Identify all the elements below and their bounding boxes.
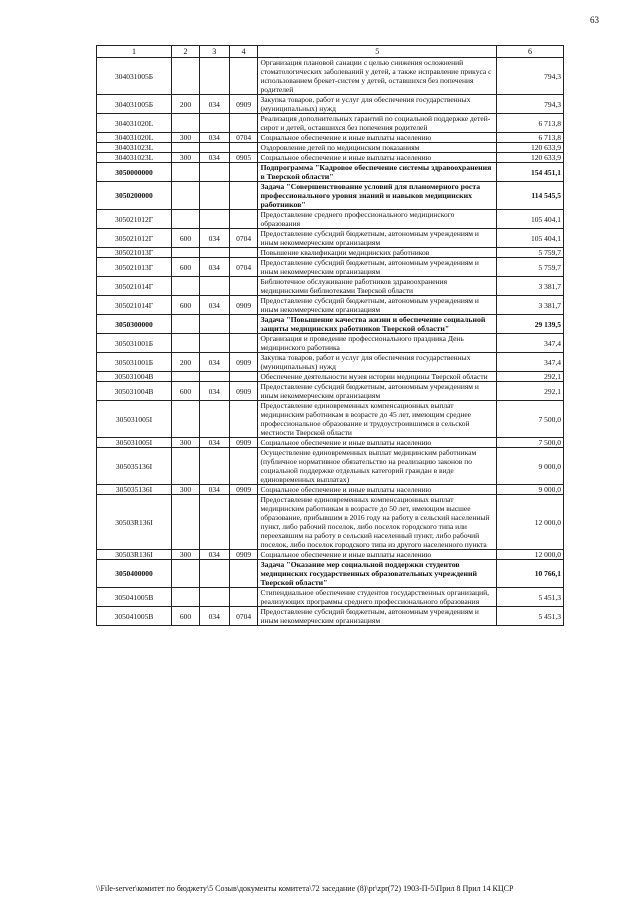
row-col-3: 034 (199, 133, 229, 143)
row-col-4: 0909 (229, 95, 258, 114)
row-col-3 (199, 210, 229, 229)
row-col-3 (199, 182, 229, 210)
row-description: Социальное обеспечение и иные выплаты населению (258, 133, 497, 143)
row-amount: 7 500,0 (497, 401, 564, 438)
table-row (97, 382, 564, 401)
table-row (97, 353, 564, 372)
row-col-2 (172, 143, 200, 153)
row-amount: 5 759,7 (497, 258, 564, 277)
row-col-2: 600 (172, 296, 200, 315)
row-description: Стипендиальное обеспечение студентов государственных организаций, реализующих программы среднего профессионального образования (258, 588, 497, 607)
file-path-footer: \\File-server\комитет по бюджету\5 Созыв\документы комитета\72 заседание (8)\pr\zpr(72) 1903-П-5\Прил 8 Прил 14 КЦСР (96, 884, 514, 893)
row-col-2 (172, 248, 200, 258)
row-code: 305031001Б (97, 353, 172, 372)
row-col-4 (229, 495, 258, 550)
row-col-4 (229, 163, 258, 182)
row-code: 304031005Б (97, 95, 172, 114)
row-col-3 (199, 163, 229, 182)
row-amount: 794,3 (497, 95, 564, 114)
row-amount: 7 500,0 (497, 438, 564, 448)
row-col-2 (172, 560, 200, 588)
row-code: 305021012Г (97, 229, 172, 248)
row-col-3: 034 (199, 258, 229, 277)
row-code: 305041005В (97, 588, 172, 607)
row-description: Осуществление единовременных выплат медицинским работникам (публичное нормативное обязательство на реализацию законов по социальной поддержке отдельных категорий граждан в виде единовременных выплатах) (258, 448, 497, 485)
row-col-3 (199, 588, 229, 607)
row-code: 305021014Г (97, 296, 172, 315)
row-amount: 347,4 (497, 353, 564, 372)
row-col-2 (172, 210, 200, 229)
row-amount: 6 713,8 (497, 133, 564, 143)
table-row (97, 372, 564, 382)
row-col-4 (229, 143, 258, 153)
row-col-3 (199, 114, 229, 133)
row-amount: 120 633,9 (497, 153, 564, 163)
table-row (97, 153, 564, 163)
row-code: 305021014Г (97, 277, 172, 296)
row-col-2: 300 (172, 153, 200, 163)
header-col-4: 4 (229, 46, 258, 58)
table-row (97, 495, 564, 550)
row-col-4 (229, 334, 258, 353)
row-col-4: 0909 (229, 485, 258, 495)
row-col-4 (229, 315, 258, 334)
row-description: Задача "Оказание мер социальной поддержки студентов медицинских государственных образовательных учреждений Тверской области" (258, 560, 497, 588)
row-amount: 6 713,8 (497, 114, 564, 133)
table-row (97, 438, 564, 448)
row-col-4: 0704 (229, 133, 258, 143)
row-code: 3050300000 (97, 315, 172, 334)
row-amount: 29 139,5 (497, 315, 564, 334)
row-col-2 (172, 372, 200, 382)
row-col-3: 034 (199, 95, 229, 114)
row-description: Повышение квалификации медицинских работников (258, 248, 497, 258)
row-amount: 12 000,0 (497, 495, 564, 550)
row-col-2 (172, 114, 200, 133)
table-row (97, 315, 564, 334)
table-row (97, 58, 564, 95)
row-code: 304031023L (97, 153, 172, 163)
header-col-5: 5 (258, 46, 497, 58)
row-col-4: 0909 (229, 438, 258, 448)
row-col-3: 034 (199, 438, 229, 448)
row-amount: 3 381,7 (497, 296, 564, 315)
row-description: Предоставление субсидий бюджетным, автономным учреждениям и иным некоммерческим организациям (258, 258, 497, 277)
row-col-3 (199, 315, 229, 334)
row-description: Организация и проведение профессионального праздника День медицинского работника (258, 334, 497, 353)
row-col-4 (229, 210, 258, 229)
row-code: 305021013Г (97, 248, 172, 258)
table-row (97, 182, 564, 210)
table-row (97, 607, 564, 626)
row-col-2 (172, 588, 200, 607)
row-code: 305041005В (97, 607, 172, 626)
table-row (97, 448, 564, 485)
table-row (97, 258, 564, 277)
page-number: 63 (590, 15, 599, 25)
row-description: Закупка товаров, работ и услуг для обеспечения государственных (муниципальных) нужд (258, 353, 497, 372)
row-col-4 (229, 588, 258, 607)
row-description: Предоставление единовременных компенсационных выплат медицинским работникам в возрасте до 50 лет, имеющим высшее образование, прибывшим в 2016 году на работу в сельский населенный пункт, либо рабочий поселок, либо поселок городского типа или переехавшим на работу в сельский населенный пункт, либо рабочий поселок, либо поселок городского типа из другого населенного пункта (258, 495, 497, 550)
row-col-2: 300 (172, 133, 200, 143)
row-col-3 (199, 143, 229, 153)
table-row (97, 334, 564, 353)
row-amount: 10 766,1 (497, 560, 564, 588)
row-description: Социальное обеспечение и иные выплаты населению (258, 550, 497, 560)
row-col-4 (229, 372, 258, 382)
row-code: 3050200000 (97, 182, 172, 210)
row-col-2: 300 (172, 485, 200, 495)
row-amount: 5 451,3 (497, 588, 564, 607)
row-col-4 (229, 248, 258, 258)
row-col-3: 034 (199, 550, 229, 560)
row-amount: 292,1 (497, 382, 564, 401)
row-col-2 (172, 58, 200, 95)
row-col-2: 300 (172, 438, 200, 448)
row-col-3: 034 (199, 485, 229, 495)
row-code: 3050400000 (97, 560, 172, 588)
table-row (97, 133, 564, 143)
table-row (97, 210, 564, 229)
row-amount: 9 000,0 (497, 448, 564, 485)
row-amount: 3 381,7 (497, 277, 564, 296)
row-col-4 (229, 401, 258, 438)
row-code: 305031001Б (97, 334, 172, 353)
header-col-1: 1 (97, 46, 172, 58)
row-description: Социальное обеспечение и иные выплаты населению (258, 153, 497, 163)
row-amount: 105 404,1 (497, 229, 564, 248)
row-col-3 (199, 372, 229, 382)
row-amount: 114 545,5 (497, 182, 564, 210)
row-col-2 (172, 448, 200, 485)
row-col-3: 034 (199, 229, 229, 248)
row-code: 304031005Б (97, 58, 172, 95)
header-col-3: 3 (199, 46, 229, 58)
row-amount: 12 000,0 (497, 550, 564, 560)
row-amount: 5 759,7 (497, 248, 564, 258)
table-row (97, 560, 564, 588)
row-description: Предоставление субсидий бюджетным, автономным учреждениям и иным некоммерческим организациям (258, 229, 497, 248)
row-description: Закупка товаров, работ и услуг для обеспечения государственных (муниципальных) нужд (258, 95, 497, 114)
row-code: 304031020L (97, 133, 172, 143)
row-description: Задача "Совершенствование условий для планомерного роста профессионального уровня знаний и навыков медицинских работников" (258, 182, 497, 210)
row-amount: 154 451,1 (497, 163, 564, 182)
row-code: 305031005I (97, 401, 172, 438)
row-col-2: 600 (172, 607, 200, 626)
row-code: 30503R136I (97, 495, 172, 550)
row-amount: 120 633,9 (497, 143, 564, 153)
row-col-4 (229, 182, 258, 210)
row-description: Предоставление субсидий бюджетным, автономным учреждениям и иным некоммерческим организациям (258, 607, 497, 626)
row-col-2 (172, 315, 200, 334)
row-amount: 9 000,0 (497, 485, 564, 495)
row-description: Обеспечение деятельности музея истории медицины Тверской области (258, 372, 497, 382)
header-col-2: 2 (172, 46, 200, 58)
row-col-2: 600 (172, 258, 200, 277)
row-description: Социальное обеспечение и иные выплаты населению (258, 485, 497, 495)
row-description: Предоставление единовременных компенсационных выплат медицинским работникам в возрасте до 45 лет, имеющим среднее профессиональное образование и трудоустроившимся в сельской местности Тверской области (258, 401, 497, 438)
row-description: Предоставление субсидий бюджетным, автономным учреждениям и иным некоммерческим организациям (258, 296, 497, 315)
row-code: 305031004В (97, 372, 172, 382)
row-amount: 794,3 (497, 58, 564, 95)
table-row (97, 485, 564, 495)
row-description: Предоставление среднего профессионального медицинского образования (258, 210, 497, 229)
header-col-6: 6 (497, 46, 564, 58)
row-col-4: 0704 (229, 607, 258, 626)
table-row (97, 296, 564, 315)
row-col-4: 0704 (229, 229, 258, 248)
row-col-2: 200 (172, 353, 200, 372)
table-body (97, 58, 564, 626)
row-col-4 (229, 277, 258, 296)
row-col-4 (229, 448, 258, 485)
row-col-4: 0704 (229, 258, 258, 277)
row-col-3 (199, 58, 229, 95)
row-description: Задача "Повышение качества жизни и обеспечение социальной защиты медицинских работников Тверской области" (258, 315, 497, 334)
row-amount: 105 404,1 (497, 210, 564, 229)
row-col-2: 200 (172, 95, 200, 114)
row-col-2 (172, 182, 200, 210)
row-code: 305021012Г (97, 210, 172, 229)
table-row (97, 143, 564, 153)
row-code: 30503R136I (97, 550, 172, 560)
row-code: 305031005I (97, 438, 172, 448)
row-col-3 (199, 334, 229, 353)
row-col-4: 0909 (229, 353, 258, 372)
table-row (97, 95, 564, 114)
row-col-2 (172, 277, 200, 296)
row-code: 305035136I (97, 485, 172, 495)
row-col-3 (199, 560, 229, 588)
row-col-4: 0909 (229, 550, 258, 560)
row-col-2 (172, 163, 200, 182)
row-code: 3050000000 (97, 163, 172, 182)
row-description: Социальное обеспечение и иные выплаты населению (258, 438, 497, 448)
row-col-3: 034 (199, 353, 229, 372)
row-description: Реализация дополнительных гарантий по социальной поддержке детей-сирот и детей, оставшихся без попечения родителей (258, 114, 497, 133)
table-row (97, 588, 564, 607)
row-col-2: 300 (172, 550, 200, 560)
row-code: 304031020L (97, 114, 172, 133)
row-col-3 (199, 448, 229, 485)
row-col-3: 034 (199, 607, 229, 626)
table-row (97, 248, 564, 258)
table-row (97, 277, 564, 296)
row-col-2 (172, 495, 200, 550)
row-col-4 (229, 560, 258, 588)
row-code: 305035136I (97, 448, 172, 485)
row-description: Оздоровление детей по медицинским показаниям (258, 143, 497, 153)
row-amount: 292,1 (497, 372, 564, 382)
row-col-3: 034 (199, 382, 229, 401)
row-col-4: 0905 (229, 153, 258, 163)
row-col-4: 0909 (229, 382, 258, 401)
budget-table (96, 45, 564, 626)
table-row (97, 550, 564, 560)
row-col-4: 0909 (229, 296, 258, 315)
row-code: 305031004В (97, 382, 172, 401)
table-header-row (97, 46, 564, 58)
row-description: Библиотечное обслуживание работников здравоохранения медицинскими библиотеками Тверской области (258, 277, 497, 296)
row-col-3 (199, 277, 229, 296)
table-row (97, 114, 564, 133)
row-amount: 5 451,3 (497, 607, 564, 626)
row-col-4 (229, 114, 258, 133)
table-row (97, 229, 564, 248)
row-amount: 347,4 (497, 334, 564, 353)
row-col-2 (172, 401, 200, 438)
table-row (97, 163, 564, 182)
row-col-2 (172, 334, 200, 353)
row-code: 304031023L (97, 143, 172, 153)
row-col-3 (199, 248, 229, 258)
row-col-4 (229, 58, 258, 95)
row-col-2: 600 (172, 229, 200, 248)
row-col-3 (199, 401, 229, 438)
row-col-3: 034 (199, 296, 229, 315)
row-col-3: 034 (199, 153, 229, 163)
row-code: 305021013Г (97, 258, 172, 277)
row-description: Организация плановой санации с целью снижения осложнений стоматологических заболеваний у детей, а также исправление прикуса с использованием брекет-систем у детей, оставшихся без попечения родителей (258, 58, 497, 95)
row-col-3 (199, 495, 229, 550)
row-description: Подпрограмма "Кадровое обеспечение системы здравоохранения в Тверской области" (258, 163, 497, 182)
row-description: Предоставление субсидий бюджетным, автономным учреждениям и иным некоммерческим организациям (258, 382, 497, 401)
table-row (97, 401, 564, 438)
row-col-2: 600 (172, 382, 200, 401)
